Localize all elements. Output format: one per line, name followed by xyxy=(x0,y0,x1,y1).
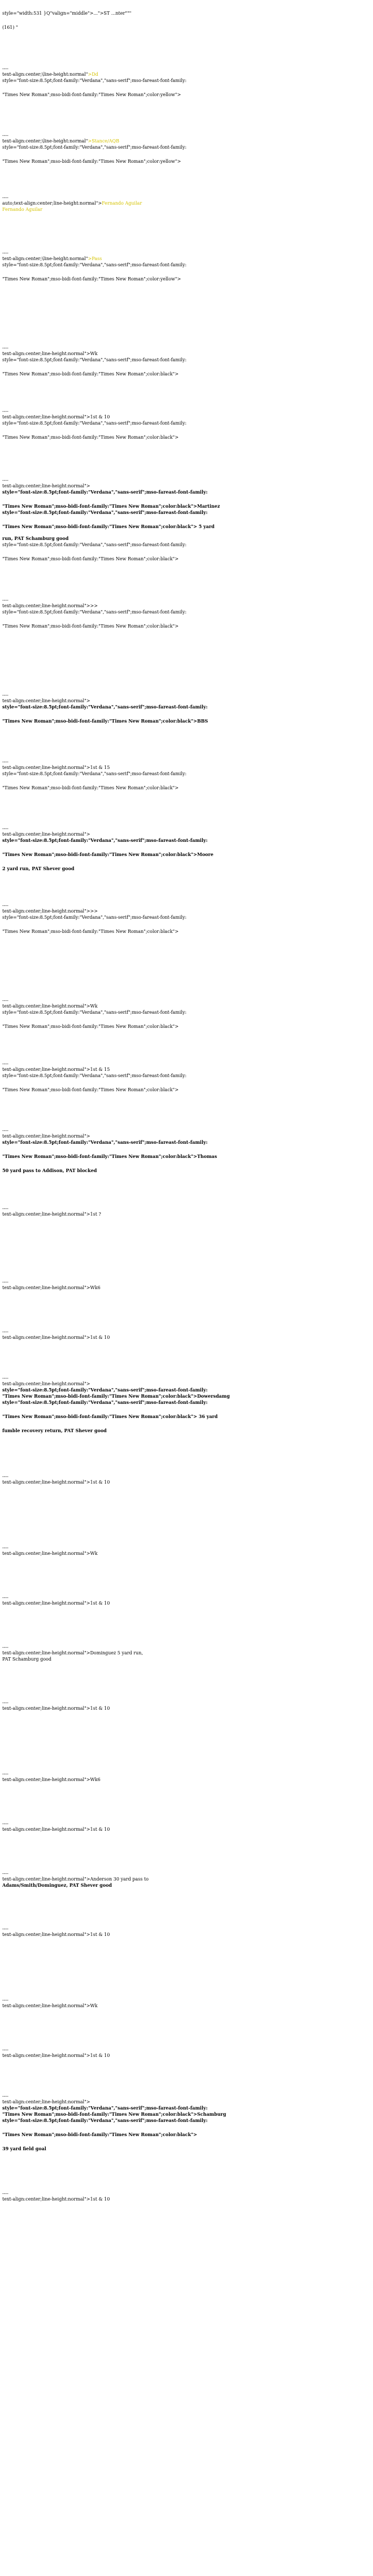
dash-separator: ---- xyxy=(2,133,8,138)
markup-block xyxy=(2,346,370,377)
markup-line: text-align:center;line-height:normal">1st & 10 xyxy=(2,1706,110,1711)
dash-separator: ---- xyxy=(2,759,8,764)
dash-separator: ---- xyxy=(2,1061,8,1066)
highlighted-text: >Stance/AQB xyxy=(88,139,119,144)
markup-block xyxy=(2,1872,370,1888)
markup-text: auto;text-align:center;line-height:normal"> xyxy=(2,201,102,206)
result-text: run, PAT Schamburg good xyxy=(2,535,69,541)
markup-line: text-align:center;line-height:normal">>> xyxy=(2,603,98,608)
markup-line: "Times New Roman";mso-bidi-font-family:"Times New Roman";color:black"> xyxy=(2,556,179,561)
dash-separator: ---- xyxy=(2,345,8,351)
markup-line: PAT Schamburg good xyxy=(2,1657,51,1662)
markup-line: text-align:center;line-height:normal">1st & 10 xyxy=(2,1480,110,1485)
markup-block xyxy=(2,1207,370,1217)
markup-block xyxy=(2,1822,370,1832)
markup-text: text-align:center;\line-height:normal" xyxy=(2,139,88,144)
markup-line: style="font-size:8.5pt;font-family:"Verdana","sans-serif";mso-fareast-font-family: xyxy=(2,489,208,495)
markup-line: style="font-size:8.5pt;font-family:"Verdana","sans-serif";mso-fareast-font-family: xyxy=(2,1010,187,1015)
markup-line: text-align:center;line-height:normal">Dominguez 5 yard run, xyxy=(2,1650,143,1656)
markup-line: style="font-size:8.5pt;font-family:"Verdana","sans-serif";mso-fareast-font-family: xyxy=(2,771,187,776)
markup-block xyxy=(2,196,370,213)
markup-block xyxy=(2,760,370,791)
highlighted-text: >Pass xyxy=(88,256,102,261)
markup-line: style="font-size:8.5pt;font-family:"Verdana","sans-serif";mso-fareast-font-family: xyxy=(2,915,187,920)
markup-block xyxy=(2,1927,370,1938)
markup-line: "Times New Roman";mso-bidi-font-family:"Times New Roman";color:black"> xyxy=(2,1024,179,1029)
markup-line: style="font-size:8.5pt;font-family:"Verdana","sans-serif";mso-fareast-font-family: xyxy=(2,837,208,843)
markup-line: style="font-size:8.5pt;font-family:"Verdana","sans-serif";mso-fareast-font-family: xyxy=(2,421,187,426)
markup-block xyxy=(2,1546,370,1557)
markup-line: text-align:center;line-height:normal">Wk xyxy=(2,1551,98,1556)
markup-line: style="font-size:8.5pt;font-family:"Verdana","sans-serif";mso-fareast-font-family: xyxy=(2,509,208,515)
dash-separator: ---- xyxy=(2,826,8,831)
markup-line: "Times New Roman";mso-bidi-font-family:"Times New Roman";color:yellow"> xyxy=(2,92,181,97)
markup-line: "Times New Roman";mso-bidi-font-family:"Times New Roman";color:yellow"> xyxy=(2,276,181,282)
dash-separator: ---- xyxy=(2,2094,8,2099)
header-line: (161) " xyxy=(2,25,18,30)
markup-line: text-align:center;line-height:normal">1st & 10 xyxy=(2,1601,110,1606)
dash-separator: ---- xyxy=(2,1645,8,1650)
markup-line: text-align:center;line-height:normal">Wk xyxy=(2,2003,98,2008)
markup-block xyxy=(2,2048,370,2059)
markup-line: style="font-size:8.5pt;font-family:"Verdana","sans-serif";mso-fareast-font-family: xyxy=(2,357,187,362)
markup-line xyxy=(2,256,370,262)
dash-separator: ---- xyxy=(2,250,8,256)
markup-line: text-align:center;line-height:normal">1st & 10 xyxy=(2,2053,110,2058)
markup-block xyxy=(2,409,370,440)
markup-line: "Times New Roman";mso-bidi-font-family:"Times New Roman";color:yellow"> xyxy=(2,159,181,164)
markup-line: text-align:center;line-height:normal">1st & 10 xyxy=(2,1827,110,1832)
markup-block xyxy=(2,478,370,562)
dash-separator: ---- xyxy=(2,2047,8,2052)
dash-separator: ---- xyxy=(2,1871,8,1876)
markup-line: text-align:center;line-height:normal">Anderson 30 yard pass to xyxy=(2,1877,149,1882)
markup-line: style="font-size:8.5pt;font-family:"Verdana","sans-serif";mso-fareast-font-family: xyxy=(2,704,208,710)
markup-line: text-align:center;line-height:normal">1st & 10 xyxy=(2,414,110,420)
markup-block xyxy=(2,827,370,872)
markup-block xyxy=(2,1330,370,1341)
markup-line: text-align:center;line-height:normal">1st & 15 xyxy=(2,765,110,770)
markup-line xyxy=(2,71,370,77)
markup-block xyxy=(2,67,370,98)
markup-line: text-align:center;line-height:normal">1st & 10 xyxy=(2,2197,110,2202)
markup-line: text-align:center;line-height:normal">Wk xyxy=(2,1004,98,1009)
markup-block xyxy=(2,1062,370,1093)
highlighted-text: Fernando Aguilar xyxy=(102,201,142,206)
markup-line: style="font-size:8.5pt;font-family:"Verdana","sans-serif";mso-fareast-font-family: xyxy=(2,1387,208,1393)
dash-separator: ---- xyxy=(2,1700,8,1705)
markup-line: "Times New Roman";mso-bidi-font-family:"Times New Roman";color:black"> xyxy=(2,1087,179,1092)
markup-line: text-align:center;line-height:normal"> xyxy=(2,832,90,837)
markup-line: "Times New Roman";mso-bidi-font-family:"Times New Roman";color:black"> xyxy=(2,929,179,934)
dash-separator: ---- xyxy=(2,1821,8,1826)
markup-line: "Times New Roman";mso-bidi-font-family:"Times New Roman";color:black"> xyxy=(2,2132,197,2137)
markup-line: text-align:center;line-height:normal">Wk xyxy=(2,351,98,356)
markup-block xyxy=(2,2192,370,2202)
markup-block xyxy=(2,1129,370,1174)
dash-separator: ---- xyxy=(2,1128,8,1133)
markup-block xyxy=(2,1772,370,1783)
markup-line: "Times New Roman";mso-bidi-font-family:"Times New Roman";color:black">BBS xyxy=(2,718,209,724)
markup-line: text-align:center;line-height:normal"> xyxy=(2,1381,90,1386)
markup-block xyxy=(2,133,370,165)
markup-block xyxy=(2,1280,370,1291)
result-text: Adams/Smith/Dominguez, PAT Shever good xyxy=(2,1882,112,1888)
markup-line: text-align:center;line-height:normal"> xyxy=(2,483,90,489)
markup-block xyxy=(2,904,370,935)
result-text: fumble recovery return, PAT Shever good xyxy=(2,1428,107,1433)
markup-block xyxy=(2,999,370,1030)
markup-line: text-align:center;line-height:normal"> xyxy=(2,1134,90,1139)
markup-line: "Times New Roman";mso-bidi-font-family:"Times New Roman";color:black"> xyxy=(2,785,179,790)
markup-line: text-align:center;line-height:normal">Wk6 xyxy=(2,1285,101,1290)
highlighted-text: >Dd xyxy=(88,72,98,77)
dash-separator: ---- xyxy=(2,1280,8,1285)
dash-separator: ---- xyxy=(2,1998,8,2003)
markup-block xyxy=(2,1475,370,1485)
dash-separator: ---- xyxy=(2,409,8,414)
dash-separator: ---- xyxy=(2,693,8,698)
markup-line xyxy=(2,200,370,206)
dash-separator: ---- xyxy=(2,66,8,71)
dash-separator: ---- xyxy=(2,1206,8,1211)
markup-line: "Times New Roman";mso-bidi-font-family:"Times New Roman";color:black">Schamburg xyxy=(2,2111,227,2117)
markup-text: text-align:center;\line-height:normal" xyxy=(2,256,88,261)
dash-separator: ---- xyxy=(2,1474,8,1479)
markup-line: "Times New Roman";mso-bidi-font-family:"Times New Roman";color:black">Martinez xyxy=(2,503,220,509)
dash-separator: ---- xyxy=(2,1926,8,1931)
markup-block xyxy=(2,1701,370,1711)
markup-line: style="font-size:8.5pt;font-family:"Verdana","sans-serif";mso-fareast-font-family: xyxy=(2,2105,208,2111)
markup-line: style="font-size:8.5pt;font-family:"Verdana","sans-serif";mso-fareast-font-family: xyxy=(2,1399,208,1405)
result-text: 2 yard run, PAT Shever good xyxy=(2,866,75,871)
markup-line: "Times New Roman";mso-bidi-font-family:"Times New Roman";color:black">Moore xyxy=(2,852,214,857)
header-block xyxy=(2,10,370,31)
markup-line: style="font-size:8.5pt;font-family:"Verdana","sans-serif";mso-fareast-font-family: xyxy=(2,262,187,267)
dash-separator: ---- xyxy=(2,1545,8,1550)
dash-separator: ---- xyxy=(2,598,8,603)
dash-separator: ---- xyxy=(2,1376,8,1381)
markup-line: "Times New Roman";mso-bidi-font-family:"Times New Roman";color:black"> xyxy=(2,624,179,629)
markup-line: text-align:center;line-height:normal"> xyxy=(2,2099,90,2104)
markup-line xyxy=(2,138,370,144)
markup-line: style="font-size:8.5pt;font-family:"Verdana","sans-serif";mso-fareast-font-family: xyxy=(2,1139,208,1145)
markup-block xyxy=(2,1376,370,1434)
markup-line: style="font-size:8.5pt;font-family:"Verdana","sans-serif";mso-fareast-font-family: xyxy=(2,145,187,150)
dash-separator: ---- xyxy=(2,2191,8,2196)
markup-line: text-align:center;line-height:normal">1st & 10 xyxy=(2,1335,110,1340)
markup-block xyxy=(2,693,370,724)
markup-line: style="font-size:8.5pt;font-family:"Verdana","sans-serif";mso-fareast-font-family: xyxy=(2,2117,208,2123)
dash-separator: ---- xyxy=(2,478,8,483)
markup-block xyxy=(2,598,370,629)
markup-block xyxy=(2,1998,370,2009)
markup-block xyxy=(2,1596,370,1606)
markup-line: text-align:center;line-height:normal">>> xyxy=(2,909,98,914)
markup-line: "Times New Roman";mso-bidi-font-family:"Times New Roman";color:black"> 5 yard xyxy=(2,524,215,529)
markup-block xyxy=(2,1645,370,1662)
dash-separator: ---- xyxy=(2,195,8,200)
result-text: 50 yard pass to Addison, PAT blocked xyxy=(2,1168,97,1173)
markup-line: "Times New Roman";mso-bidi-font-family:"Times New Roman";color:black">Dowersdamg xyxy=(2,1393,230,1399)
markup-block xyxy=(2,2094,370,2152)
markup-line: style="font-size:8.5pt;font-family:"Verdana","sans-serif";mso-fareast-font-family: xyxy=(2,610,187,615)
markup-line: style="font-size:8.5pt;font-family:"Verdana","sans-serif";mso-fareast-font-family: xyxy=(2,78,187,83)
markup-line: text-align:center;line-height:normal">1st & 10 xyxy=(2,1932,110,1937)
markup-line: style="font-size:8.5pt;font-family:"Verdana","sans-serif";mso-fareast-font-family: xyxy=(2,542,187,547)
markup-line: text-align:center;line-height:normal">1st ? xyxy=(2,1212,101,1217)
markup-line: text-align:center;line-height:normal">1st & 15 xyxy=(2,1067,110,1072)
header-line: style="width:531 }Q"valign="middle">...">ST ...nter""" xyxy=(2,11,132,16)
markup-text: text-align:center;\line-height:normal" xyxy=(2,72,88,77)
dash-separator: ---- xyxy=(2,998,8,1003)
markup-block xyxy=(2,251,370,282)
markup-line: text-align:center;line-height:normal">Wk6 xyxy=(2,1777,101,1782)
dash-separator: ---- xyxy=(2,1595,8,1600)
dash-separator: ---- xyxy=(2,903,8,908)
dash-separator: ---- xyxy=(2,1771,8,1777)
dash-separator: ---- xyxy=(2,1329,8,1334)
markup-line: text-align:center;line-height:normal"> xyxy=(2,698,90,703)
markup-line: "Times New Roman";mso-bidi-font-family:"Times New Roman";color:black"> xyxy=(2,435,179,440)
highlighted-text: Fernando Aguilar xyxy=(2,207,42,212)
markup-line: "Times New Roman";mso-bidi-font-family:"Times New Roman";color:black"> xyxy=(2,371,179,377)
markup-line: "Times New Roman";mso-bidi-font-family:"Times New Roman";color:black">Thomas xyxy=(2,1153,217,1159)
markup-line: style="font-size:8.5pt;font-family:"Verdana","sans-serif";mso-fareast-font-family: xyxy=(2,1073,187,1078)
result-text: 39 yard field goal xyxy=(2,2146,46,2151)
markup-line: "Times New Roman";mso-bidi-font-family:"Times New Roman";color:black"> 36 yard xyxy=(2,1414,218,1419)
